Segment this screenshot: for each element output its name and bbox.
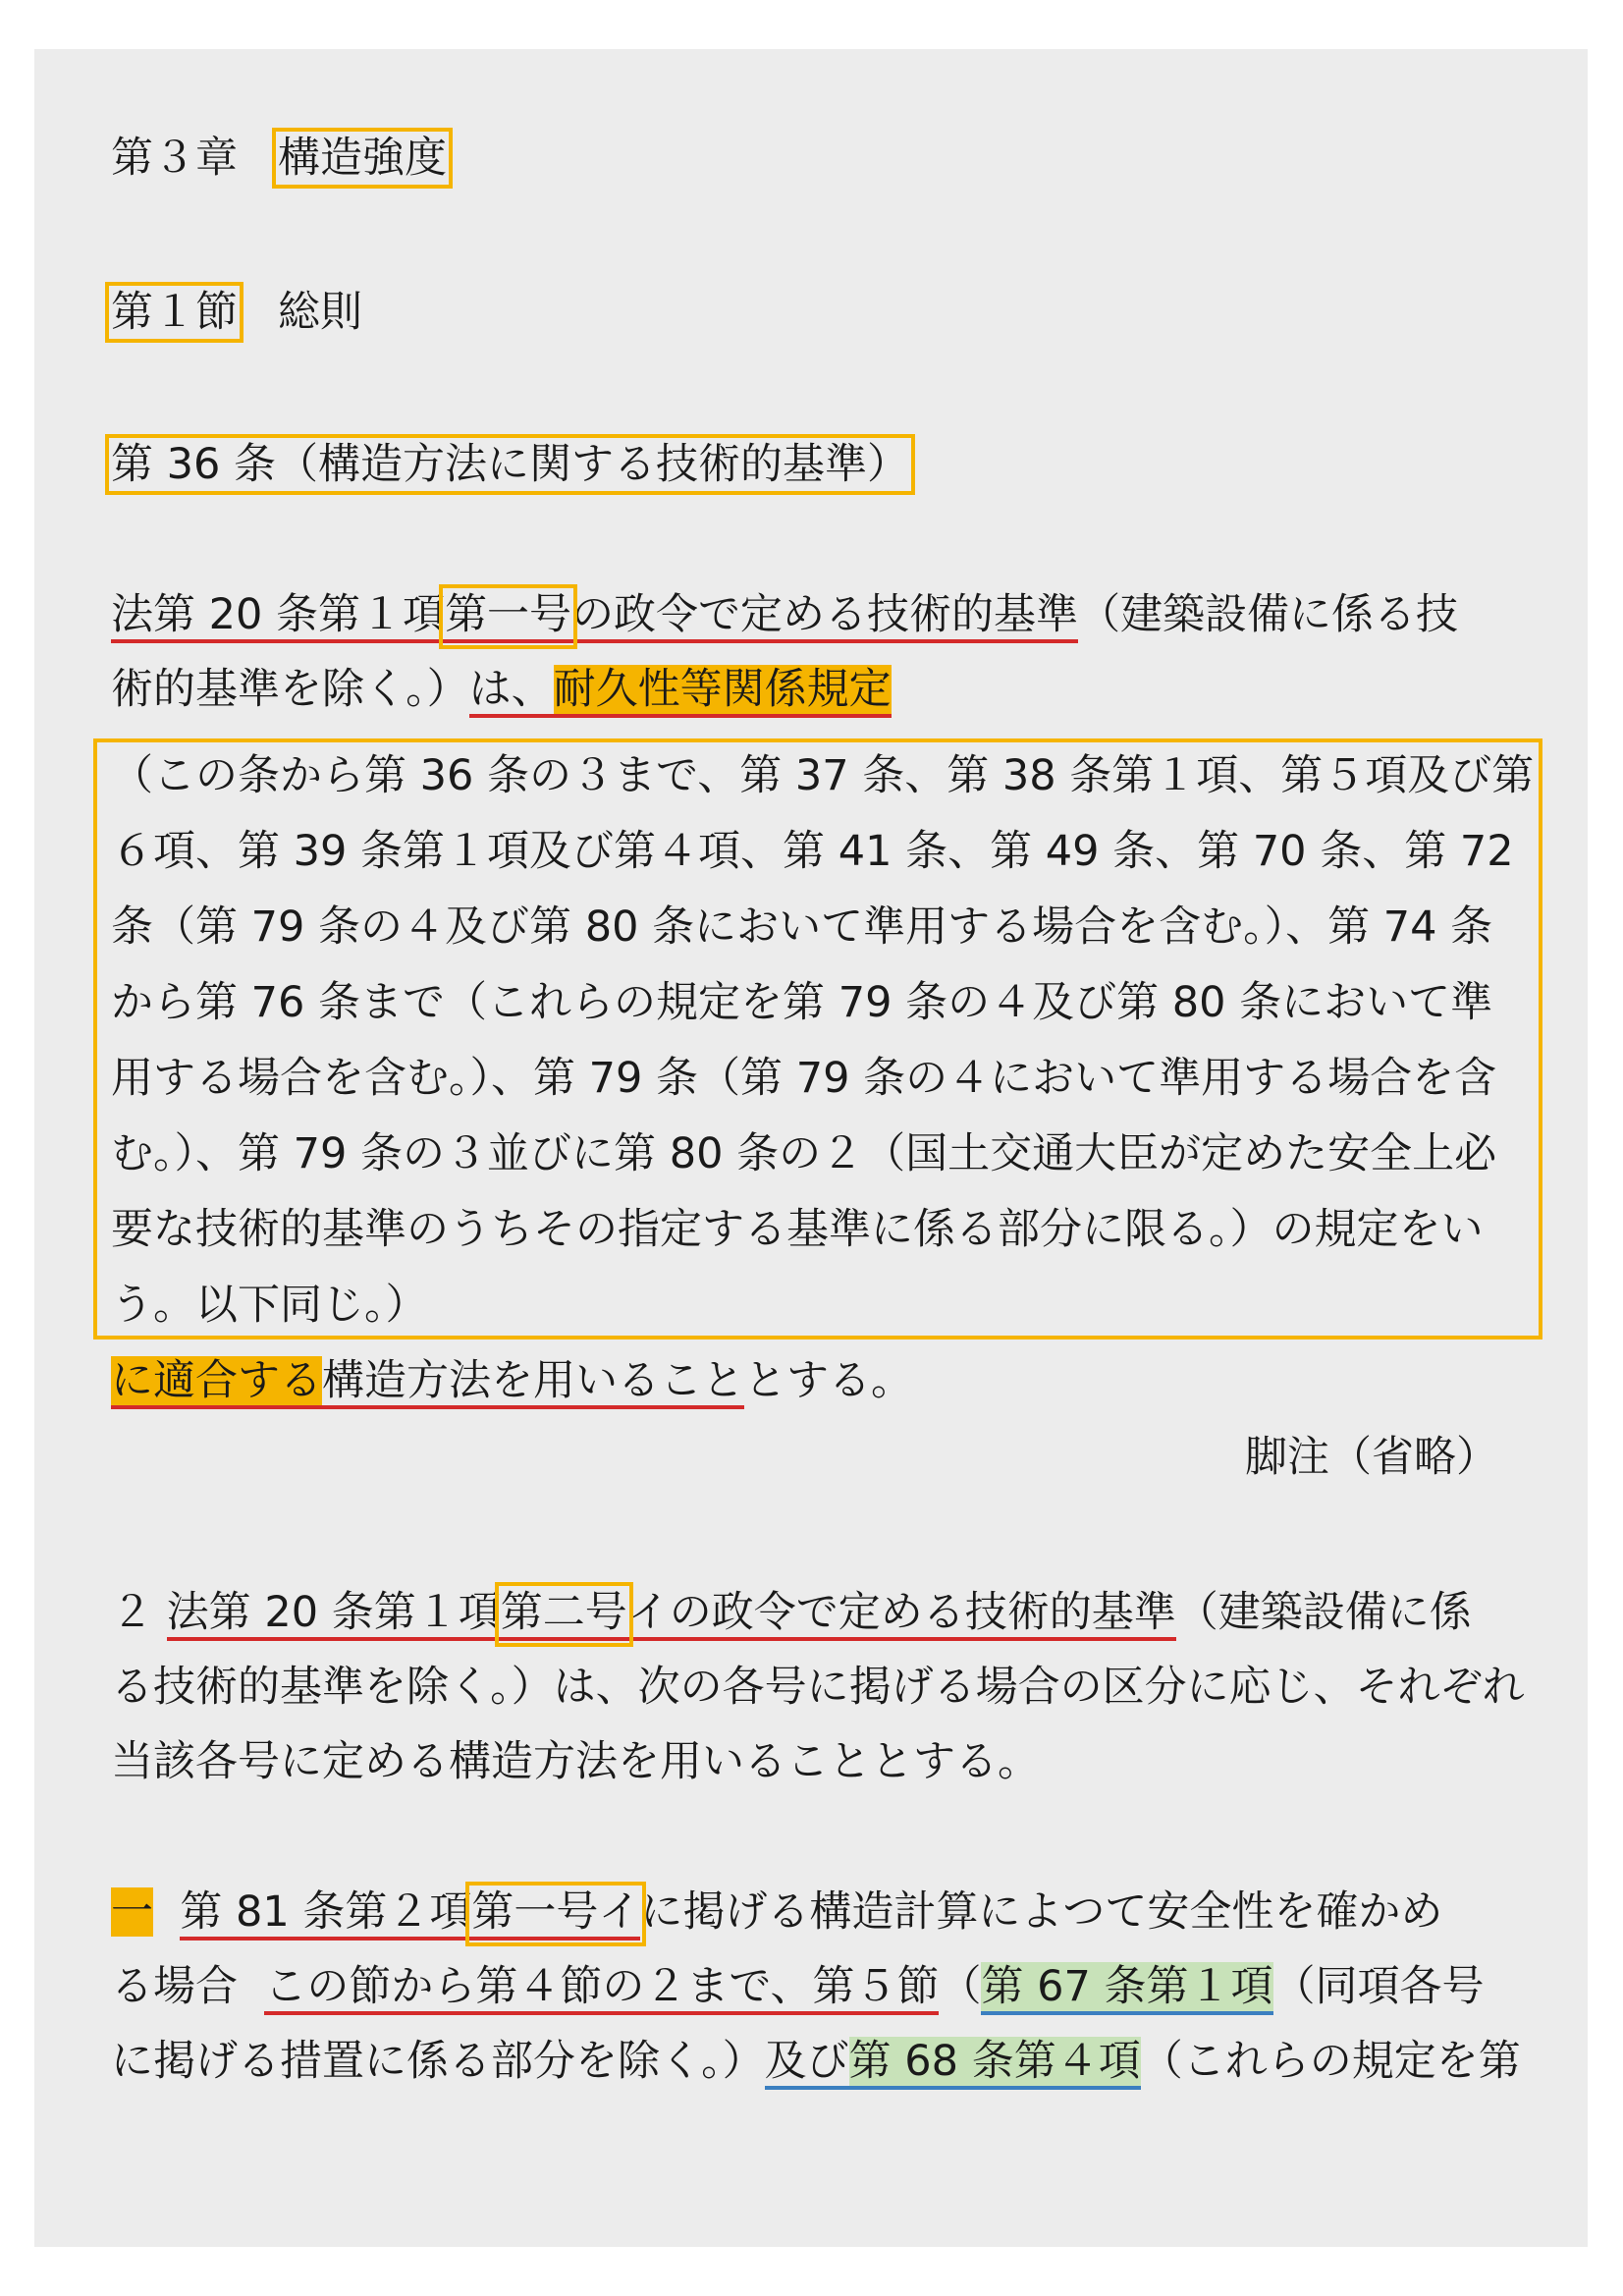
item1-line-3 [111,2036,1521,2087]
article-heading [111,439,909,490]
box-line: 要な技術的基準のうちその指定する基準に係る部分に限る。）の規定をい [111,1205,1484,1254]
para1-line-2 [111,664,892,715]
para2-number: ２ [111,1588,153,1637]
item1-text: る場合 [111,1962,238,2011]
item-reference: 第一号 [445,590,571,643]
standard-text: イの政令で定める技術的基準 [627,1588,1176,1641]
standard-text: の政令で定める技術的基準 [571,590,1078,643]
footnote: 脚注（省略） [1245,1433,1498,1482]
item1-text: （ [939,1962,982,2011]
para1-text: （建築設備に係る技 [1078,590,1459,639]
para2-line-2: る技術的基準を除く。）は、次の各号に掲げる場合の区分に応じ、それぞれ [111,1663,1525,1712]
article-68-reference: 第 68 条第４項 [849,2037,1141,2090]
para2-line-1 [111,1587,1472,1638]
item-reference: 第二号 [501,1588,627,1641]
section-range: この節から第４節の２まで、第５節 [264,1962,939,2015]
section-title: 総則 [278,288,363,337]
para1-text: とする。 [744,1356,913,1405]
item1-text: （これらの規定を第 [1140,2037,1521,2086]
para2-text: （建築設備に係 [1175,1588,1472,1637]
box-line: 用する場合を含む。）、第 79 条（第 79 条の４において準用する場合を含 [111,1054,1497,1103]
para1-text: は、 [469,665,554,718]
law-reference: 第 81 条第２項 [180,1887,471,1941]
item1-line-2 [111,1961,1485,2012]
para1-text: 構造方法を用いること [322,1356,744,1409]
para1-line-end [111,1355,913,1406]
para1-line-1 [111,589,1458,640]
section-label: 第１節 [111,288,238,337]
item1-text: に掲げる措置に係る部分を除く。） [111,2037,765,2086]
item-reference: 第一号イ [471,1887,640,1941]
item1-text: （同項各号 [1272,1962,1485,2011]
box-line: 条（第 79 条の４及び第 80 条において準用する場合を含む。）、第 74 条 [111,902,1493,952]
chapter-heading [111,133,447,184]
durability-provisions: 耐久性等関係規定 [554,665,892,718]
conform-text: に適合する [111,1356,322,1409]
chapter-label: 第３章 [111,134,238,183]
item1-text: 及び [765,2037,849,2090]
item1-line-1 [111,1886,1442,1938]
item1-text: に掲げる構造計算によつて安全性を確かめ [640,1887,1443,1937]
section-heading [111,287,362,338]
para2-line-3: 当該各号に定める構造方法を用いることとする。 [111,1737,1040,1786]
box-line: ６項、第 39 条第１項及び第４項、第 41 条、第 49 条、第 70 条、第 72 [111,827,1514,876]
article-67-reference: 第 67 条第１項 [981,1962,1272,2015]
law-reference: 法第 20 条第１項 [111,590,445,643]
chapter-title: 構造強度 [278,134,448,183]
item-number: 一 [111,1887,153,1937]
article-title: 第 36 条（構造方法に関する技術的基準） [111,440,910,489]
law-reference: 法第 20 条第１項 [167,1588,501,1641]
box-line: む。）、第 79 条の３並びに第 80 条の２（国土交通大臣が定めた安全上必 [111,1129,1497,1178]
box-line: う。以下同じ。） [111,1281,428,1330]
box-line: から第 76 条まで（これらの規定を第 79 条の４及び第 80 条において準 [111,978,1493,1027]
para1-text: 術的基準を除く。） [111,665,469,714]
box-line: （この条から第 36 条の３まで、第 37 条、第 38 条第１項、第５項及び第 [111,751,1535,800]
